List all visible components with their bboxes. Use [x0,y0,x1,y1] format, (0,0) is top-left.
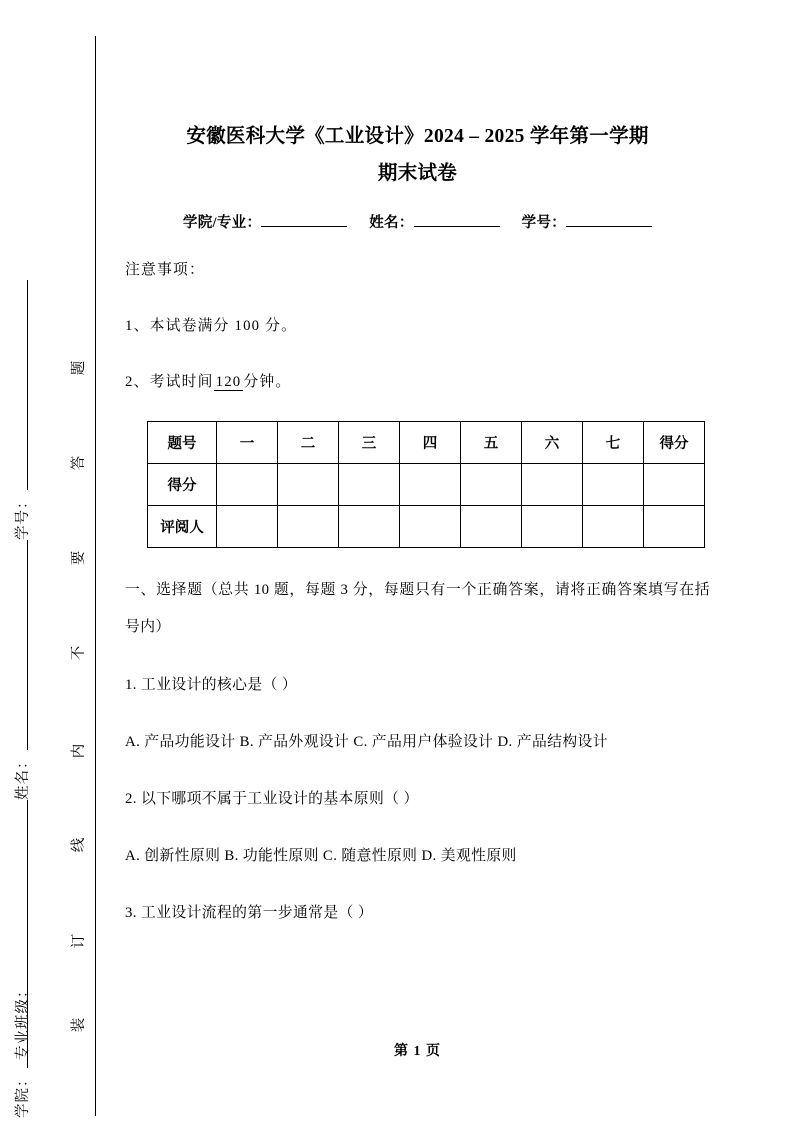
student-info-line [125,211,710,232]
seal-field-label: 学院： [14,1071,31,1118]
grader-cell[interactable] [217,506,278,548]
score-table-header-cell: 得分 [644,422,705,464]
grader-cell[interactable] [461,506,522,548]
score-row-label: 得分 [148,464,217,506]
score-table-header-cell: 四 [400,422,461,464]
question-1-options: A. 产品功能设计 B. 产品外观设计 C. 产品用户体验设计 D. 产品结构设计 [125,734,608,750]
duration-value: 120 [215,374,242,390]
seal-note-char: 装 [71,1017,87,1033]
score-table-header-cell: 二 [278,422,339,464]
notes-heading: 注意事项： [125,262,205,278]
student-id-label: 学号： [521,215,567,231]
score-table-header-cell: 一 [217,422,278,464]
seal-field-blank [27,540,28,751]
college-major-label: 学院/专业： [182,215,262,231]
score-table-header-cell: 题号 [148,422,217,464]
seal-field-label: 姓名： [14,753,31,800]
question-3-stem: 3. 工业设计流程的第一步通常是（ ） [125,905,374,921]
grader-cell[interactable] [278,506,339,548]
name-label: 姓名： [369,215,414,231]
seal-note-char: 不 [71,645,87,661]
seal-note-char: 内 [71,743,87,759]
grader-cell[interactable] [583,506,644,548]
seal-field-student-id [0,280,42,540]
score-cell[interactable] [278,464,339,506]
seal-note-char: 订 [71,933,87,949]
name-blank[interactable] [414,226,500,227]
seal-note-char: 答 [71,455,87,471]
score-cell[interactable] [217,464,278,506]
note-item-total-score: 1、本试卷满分 100 分。 [125,318,298,334]
question-1-stem: 1. 工业设计的核心是（ ） [125,677,298,693]
question-2-stem: 2. 以下哪项不属于工业设计的基本原则（ ） [125,791,419,807]
exam-page-body [125,0,710,1122]
sealing-margin [0,0,100,1122]
score-table-header-cell: 五 [461,422,522,464]
score-table [147,421,705,548]
page-title-line-1: 安徽医科大学《工业设计》2024 – 2025 学年第一学期 [186,126,649,147]
seal-note-char: 要 [71,550,87,566]
seal-note-char: 线 [71,837,87,853]
section-one-heading: 一、选择题（总共 10 题，每题 3 分，每题只有一个正确答案，请将正确答案填写在括号内） [125,582,710,635]
score-cell[interactable] [522,464,583,506]
grader-cell[interactable] [522,506,583,548]
score-cell[interactable] [339,464,400,506]
seal-field-label: 专业班级： [14,982,31,1060]
sealing-line [95,36,96,1116]
score-table-header-cell: 三 [339,422,400,464]
seal-field-name [0,540,42,800]
seal-field-blank [27,280,28,491]
grader-cell[interactable] [400,506,461,548]
page-title-line-2: 期末试卷 [377,163,458,184]
score-cell[interactable] [644,464,705,506]
note-item-duration [125,335,710,391]
score-table-header-cell: 七 [583,422,644,464]
score-cell[interactable] [400,464,461,506]
table-row [148,464,705,506]
seal-note-char: 题 [71,360,87,376]
college-major-blank[interactable] [261,226,347,227]
page-footer: 第 1 页 [394,1044,441,1059]
score-table-header-cell: 六 [522,422,583,464]
score-cell[interactable] [461,464,522,506]
grader-cell[interactable] [644,506,705,548]
question-2-options: A. 创新性原则 B. 功能性原则 C. 随意性原则 D. 美观性原则 [125,848,517,864]
duration-prefix: 2、考试时间 [125,374,214,390]
student-id-blank[interactable] [566,226,652,227]
grader-cell[interactable] [339,506,400,548]
seal-field-college [0,918,42,1118]
seal-field-blank [27,918,28,1069]
score-cell[interactable] [583,464,644,506]
table-row [148,506,705,548]
seal-field-label: 学号： [14,493,31,540]
duration-suffix: 分钟。 [243,374,292,390]
score-row-label: 评阅人 [148,506,217,548]
page-title [125,0,710,192]
table-row-header [148,422,705,464]
